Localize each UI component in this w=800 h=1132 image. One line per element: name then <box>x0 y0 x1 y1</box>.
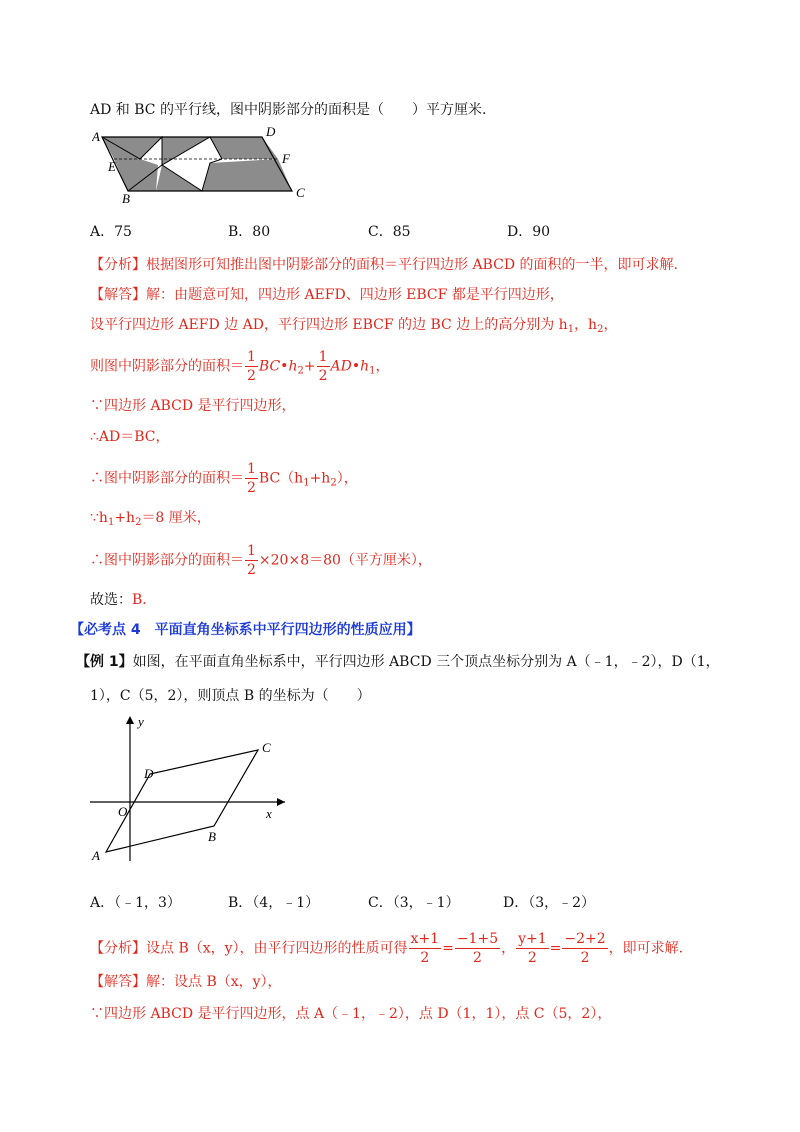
solution-line-1: 【解答】解：由题意可知，四边形 AEFD、四边形 EBCF 都是平行四边形， <box>90 287 564 303</box>
axis-x-label: x <box>266 806 272 821</box>
option-d: D．90 <box>507 224 551 240</box>
ex-option-d: D．（3，﹣2） <box>503 895 596 911</box>
therefore-line-1: ∴AD＝BC， <box>90 429 170 445</box>
therefore-line-2: ∴图中阴影部分的面积＝ $\frac{1}{2}$ $BC(h_1+h_2)$， <box>90 461 358 496</box>
point-B-label: B <box>208 829 216 844</box>
label-E: E <box>108 159 116 174</box>
origin-label: O <box>118 804 128 819</box>
option-c: C．85 <box>368 224 411 240</box>
point-D-label: D <box>144 766 154 781</box>
label-D: D <box>266 127 276 139</box>
area-formula-line: 则图中阴影部分的面积＝ $\frac{1}{2}$ $BC•h_2+$ $\frac{1}{2}$ $AD•h_1$， <box>90 349 390 384</box>
therefore-line-3: ∴图中阴影部分的面积＝ $\frac{1}{2}$ ×20×8＝80（平方厘米）， <box>90 543 432 578</box>
ex-because: ∵四边形 ABCD 是平行四边形，点 A（﹣1，﹣2），点 D（1，1），点 C（5，2）， <box>90 1006 612 1022</box>
point-A-label: A <box>92 848 100 862</box>
label-C: C <box>296 185 305 200</box>
parallelogram-figure <box>92 127 312 205</box>
ex-option-a: A．（﹣1，3） <box>90 895 181 911</box>
because-line-2: $\because h_1+h_2=8$ 厘米， <box>90 510 211 528</box>
option-a: A．75 <box>90 224 132 240</box>
answer-line: 故选：B． <box>90 592 157 608</box>
example-line-2: 1），C（5，2），则顶点 B 的坐标为（ ） <box>90 688 371 704</box>
ex-option-b: B．（4，﹣1） <box>228 895 320 911</box>
label-B: B <box>122 191 130 205</box>
label-F: F <box>282 151 290 166</box>
solution-line-2: 设平行四边形 AEFD 边 AD，平行四边形 EBCF 的边 BC 边上的高分别为 $h_1$，$h_2$， <box>90 317 618 335</box>
question-intro: AD 和 BC 的平行线，图中阴影部分的面积是（ ）平方厘米. <box>90 102 487 118</box>
section-heading: 【必考点 4 平面直角坐标系中平行四边形的性质应用】 <box>70 622 421 638</box>
ex-analysis: 【分析】设点 B（x，y），由平行四边形的性质可得 $\frac{x+1}{2}$ = $\frac{-1+5}{2}$ ， $\frac{y+1}{2}$ = $\frac{-2+2}{2}$ ，即可求解. <box>90 931 684 966</box>
coordinate-figure <box>90 714 290 862</box>
because-line-1: ∵四边形 ABCD 是平行四边形， <box>90 398 296 414</box>
example-line-1: 【例 1】如图，在平面直角坐标系中，平行四边形 ABCD 三个顶点坐标分别为 A（﹣1，﹣2），D（1， <box>76 654 720 670</box>
analysis-text: 【分析】根据图形可知推出图中阴影部分的面积＝平行四边形 ABCD 的面积的一半，即可求解. <box>90 257 678 273</box>
axis-y-label: y <box>138 714 144 729</box>
option-b: B．80 <box>228 224 271 240</box>
ex-solution: 【解答】解：设点 B（x，y）， <box>90 974 282 990</box>
ex-option-c: C．（3，﹣1） <box>368 895 460 911</box>
point-C-label: C <box>262 740 271 755</box>
label-A: A <box>92 129 100 144</box>
